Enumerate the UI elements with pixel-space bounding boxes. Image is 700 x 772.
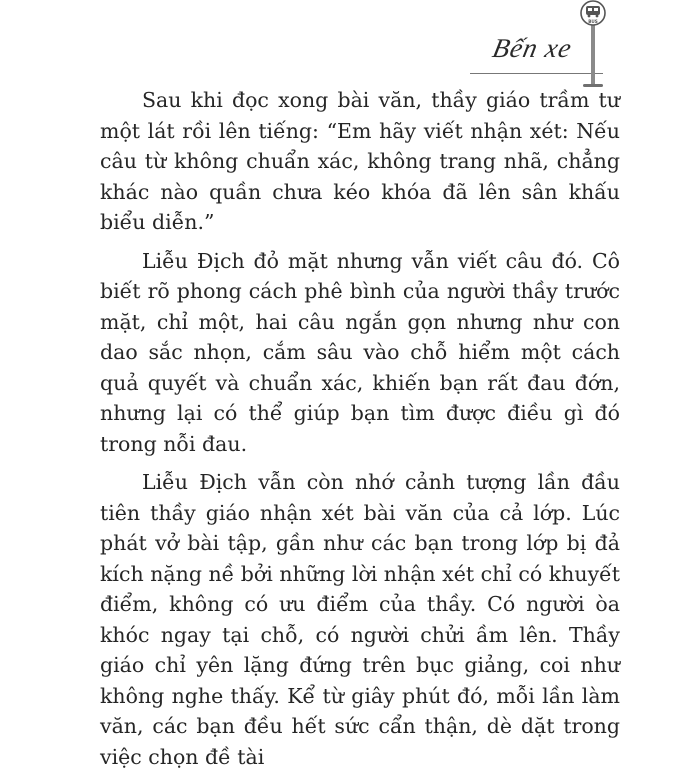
paragraph: Liễu Địch đỏ mặt nhưng vẫn viết câu đó. Cô biết rõ phong cách phê bình của người thầy trước mặt, chỉ một, hai câu ngắn gọn nhưng như con dao sắc nhọn, cắm sâu vào chỗ hiểm một cách quả quyết và chuẩn xác, khiến bạn rất đau đớn, nhưng lại có thể giúp bạn tìm được điều gì đó trong nỗi đau.: [100, 248, 620, 456]
sign-label: BUS: [588, 19, 598, 25]
body-text: [100, 85, 620, 772]
section-title: Bến xe: [489, 33, 575, 63]
bus-stop-sign-icon: [571, 0, 615, 90]
running-header: [470, 0, 630, 95]
paragraph: Sau khi đọc xong bài văn, thầy giáo trầm tư một lát rồi lên tiếng: “Em hãy viết nhận xét: Nếu câu từ không chuẩn xác, không trang nhã, chẳng khác nào quần chưa kéo khóa đã lên sân khấu biểu diễn.”: [100, 88, 620, 234]
paragraph: Liễu Địch vẫn còn nhớ cảnh tượng lần đầu tiên thầy giáo nhận xét bài văn của cả lớp. Lúc phát vở bài tập, gần như các bạn trong lớp bị đả kích nặng nề bởi những lời nhận xét chỉ có khuyết điểm, không có ưu điểm của thầy. Có người òa khóc ngay tại chỗ, có người chửi ầm lên. Thầy giáo chỉ yên lặng đứng trên bục giảng, coi như không nghe thấy. Kể từ giây phút đó, mỗi lần làm văn, các bạn đều hết sức cẩn thận, dè dặt trong việc chọn đề tài: [100, 470, 620, 769]
